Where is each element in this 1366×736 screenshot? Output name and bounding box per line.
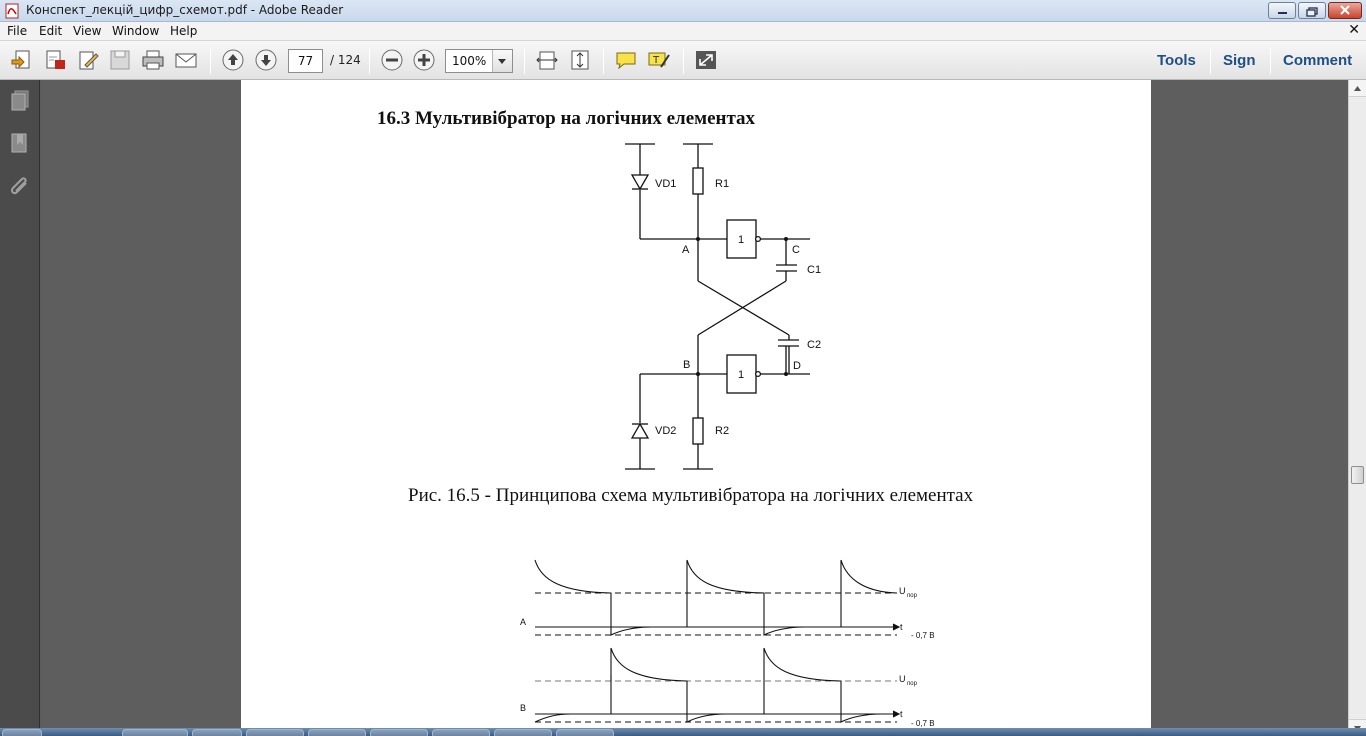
label-node-d: D xyxy=(793,360,801,372)
chevron-up-icon xyxy=(1349,80,1366,97)
start-button[interactable] xyxy=(2,729,42,736)
zoom-in-icon[interactable] xyxy=(412,49,436,71)
taskbar-button[interactable] xyxy=(308,729,366,736)
tools-pane-button[interactable]: Tools xyxy=(1157,52,1196,69)
toolbar-separator xyxy=(369,48,370,74)
label-node-c: C xyxy=(792,244,800,256)
navigation-pane xyxy=(0,80,40,736)
menu-edit[interactable]: Edit xyxy=(39,24,63,38)
toolbar-separator xyxy=(1210,48,1211,74)
label-r1: R1 xyxy=(715,178,730,190)
menu-bar xyxy=(0,22,1366,41)
page-count: / 124 xyxy=(330,53,361,67)
sign-pane-button[interactable]: Sign xyxy=(1223,52,1256,69)
vertical-scrollbar[interactable] xyxy=(1348,80,1366,736)
close-icon xyxy=(1329,3,1361,18)
create-pdf-icon[interactable] xyxy=(43,49,67,71)
pdf-page xyxy=(241,80,1151,736)
taskbar-button[interactable] xyxy=(370,729,428,736)
title-bar xyxy=(0,0,1366,22)
label-wave-b: B xyxy=(520,703,527,713)
label-t-a: t xyxy=(900,622,903,632)
timing-diagram xyxy=(241,80,1151,736)
label-c2: C2 xyxy=(807,339,822,351)
label-v07-a: - 0,7 В xyxy=(911,631,935,640)
label-gate-1: 1 xyxy=(738,234,745,246)
fit-page-icon[interactable] xyxy=(568,49,592,71)
toolbar-separator xyxy=(524,48,525,74)
previous-page-icon[interactable] xyxy=(221,49,245,71)
page-number-input[interactable]: 77 xyxy=(288,49,323,73)
pdf-app-icon xyxy=(5,3,19,19)
comment-note-icon[interactable] xyxy=(614,49,638,71)
full-screen-icon[interactable] xyxy=(694,49,718,71)
taskbar xyxy=(0,728,1366,736)
print-icon[interactable] xyxy=(141,49,165,71)
toolbar-separator xyxy=(210,48,211,74)
menu-file[interactable]: File xyxy=(7,24,28,38)
label-u-threshold-a-sub: пор xyxy=(907,593,917,599)
highlight-text-icon[interactable] xyxy=(647,49,671,71)
label-vd2: VD2 xyxy=(655,425,677,437)
taskbar-button[interactable] xyxy=(122,729,188,736)
zoom-value: 100% xyxy=(452,54,487,68)
attachments-icon[interactable] xyxy=(8,174,32,198)
zoom-select[interactable] xyxy=(445,49,513,73)
toolbar-separator xyxy=(1270,48,1271,74)
label-node-a: A xyxy=(682,244,690,256)
open-icon[interactable] xyxy=(10,49,34,71)
restore-button[interactable] xyxy=(1298,2,1326,19)
toolbar xyxy=(0,41,1366,80)
minimize-button[interactable] xyxy=(1268,2,1296,19)
fit-width-icon[interactable] xyxy=(535,49,559,71)
toolbar-separator xyxy=(603,48,604,74)
figure-caption: Рис. 16.5 - Принципова схема мультивібратора на логічних елементах xyxy=(408,485,974,506)
edit-icon[interactable] xyxy=(76,49,100,71)
toolbar-separator xyxy=(683,48,684,74)
label-node-b: B xyxy=(683,359,691,371)
chevron-down-icon xyxy=(493,50,511,72)
bookmarks-icon[interactable] xyxy=(8,131,32,155)
svg-text:T: T xyxy=(653,55,660,66)
close-document-button[interactable]: ✕ xyxy=(1348,22,1360,38)
menu-view[interactable]: View xyxy=(73,24,102,38)
comment-pane-button[interactable]: Comment xyxy=(1283,52,1353,69)
label-wave-a: A xyxy=(520,617,527,627)
label-v07-b: - 0,7 В xyxy=(911,719,935,728)
email-icon[interactable] xyxy=(174,49,198,71)
label-gate-2: 1 xyxy=(738,369,745,381)
taskbar-button[interactable] xyxy=(494,729,552,736)
close-window-button[interactable] xyxy=(1328,2,1362,19)
label-r2: R2 xyxy=(715,425,730,437)
next-page-icon[interactable] xyxy=(254,49,278,71)
taskbar-button[interactable] xyxy=(192,729,242,736)
restore-icon xyxy=(1299,3,1325,18)
scroll-thumb[interactable] xyxy=(1351,466,1364,484)
taskbar-button[interactable] xyxy=(432,729,490,736)
label-u-threshold-b-sub: пор xyxy=(907,681,917,687)
document-view[interactable] xyxy=(41,80,1348,736)
label-u-threshold-b: U xyxy=(899,674,906,684)
label-vd1: VD1 xyxy=(655,178,677,190)
zoom-out-icon[interactable] xyxy=(380,49,404,71)
taskbar-button[interactable] xyxy=(246,729,304,736)
menu-window[interactable]: Window xyxy=(112,24,160,38)
label-t-b: t xyxy=(900,709,903,719)
menu-help[interactable]: Help xyxy=(170,24,198,38)
section-heading: 16.3 Мультивібратор на логічних елементах xyxy=(377,108,756,129)
window-title: Конспект_лекцій_цифр_схемот.pdf - Adobe Reader xyxy=(26,3,344,17)
minimize-icon xyxy=(1269,3,1295,18)
page-thumbnails-icon[interactable] xyxy=(8,89,32,113)
label-u-threshold-a: U xyxy=(899,586,906,596)
scroll-up-button[interactable] xyxy=(1349,80,1366,97)
taskbar-button[interactable] xyxy=(556,729,614,736)
label-c1: C1 xyxy=(807,264,822,276)
zoom-dropdown-button[interactable] xyxy=(492,50,512,72)
save-icon[interactable] xyxy=(108,49,132,71)
